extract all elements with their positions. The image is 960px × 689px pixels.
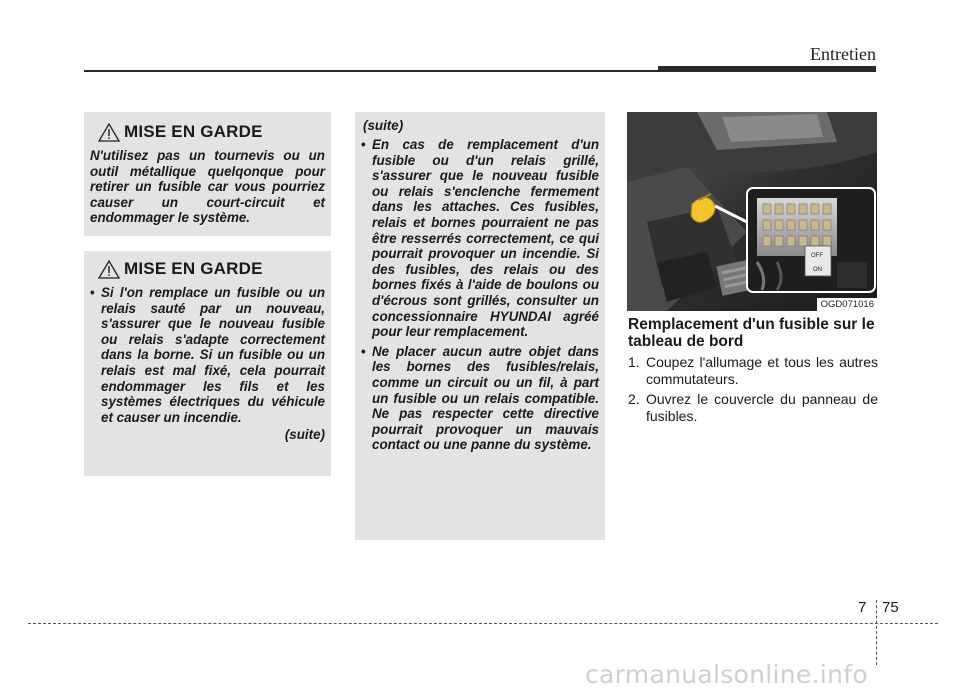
bullet-dot: • xyxy=(361,343,366,359)
warning-title: MISE EN GARDE xyxy=(124,259,263,278)
bullet-dot: • xyxy=(90,285,95,300)
fuse-panel-photo xyxy=(627,112,877,311)
chapter-number: 7 xyxy=(858,599,867,616)
warning-triangle-icon xyxy=(98,123,120,142)
warning-bullet xyxy=(361,137,599,340)
warning-header xyxy=(98,259,325,279)
procedure-steps xyxy=(628,354,878,428)
header-rule-thick xyxy=(658,66,876,72)
switch-on-label: ON xyxy=(813,267,822,273)
bullet-dot: • xyxy=(361,137,366,152)
warning-box-1 xyxy=(84,112,331,236)
switch-off-label: OFF xyxy=(811,253,823,259)
procedure-title: Remplacement d'un fusible sur le tableau de bord xyxy=(628,316,875,350)
continued-label: (suite) xyxy=(363,118,404,133)
warning-box-2 xyxy=(84,251,331,476)
warning-bullet-text: En cas de remplacement d'un fusible ou d'un relais grillé, s'assurer que le nouveau fusible ou relais s'enclenche fermement dans les attaches. Ces fusibles, relais et bornes pourraient ne pas être resserrés correctement, ce qui pourrait provoquer un incendie. Si des fusibles, des relais ou des bornes fixés à l'aide de boulons ou d'écrous sont grillés, consulter un concessionnaire HYUNDAI agréé pour leur remplacement. xyxy=(372,137,599,340)
header-rule-thin xyxy=(84,70,664,72)
continued-label: (suite) xyxy=(284,427,325,443)
warning-bullet-text: Ne placer aucun autre objet dans les bornes des fusibles/relais, comme un circuit ou un fil, à part un fusible ou un relais compatible. Ne pas respecter cette directive pourrait provoquer un mauvais contact ou une panne du système. xyxy=(372,343,599,453)
figure-caption: OGD071016 xyxy=(817,298,877,311)
step-text: Ouvrez le couvercle du panneau de fusibles. xyxy=(646,391,878,424)
warning-text: N'utilisez pas un tournevis ou un outil métallique quelqonque pour retirer un fusible car vous pourriez causer un court-circuit et endommager le système. xyxy=(90,148,325,226)
warning-bullet xyxy=(361,344,599,453)
warning-bullet xyxy=(90,285,325,425)
warning-triangle-icon xyxy=(98,260,120,279)
dashboard-fuse-illustration xyxy=(627,112,877,311)
page-number: 75 xyxy=(882,599,899,616)
procedure-step xyxy=(628,354,878,387)
section-title: Entretien xyxy=(810,44,876,64)
watermark-text: carmanualsonline.info xyxy=(585,660,868,689)
step-number: 1. xyxy=(628,354,640,370)
procedure-step xyxy=(628,391,878,424)
footer-dashed-rule xyxy=(28,623,938,624)
step-text: Coupez l'allumage et tous les autres commutateurs. xyxy=(646,354,878,387)
warning-header xyxy=(98,122,325,142)
warning-title: MISE EN GARDE xyxy=(124,122,263,141)
warning-bullet-text: Si l'on remplace un fusible ou un relais sauté par un nouveau, s'assurer que le nouveau fusible ou relais s'adapte correctement dans la borne. Si un fusible ou un relais est mal fixé, cela pourrait endommager les fils et les systèmes électriques du véhicule et causer un incendie. xyxy=(101,285,325,425)
step-number: 2. xyxy=(628,391,640,407)
warning-box-3 xyxy=(355,112,605,540)
footer-dashed-divider xyxy=(876,600,877,665)
